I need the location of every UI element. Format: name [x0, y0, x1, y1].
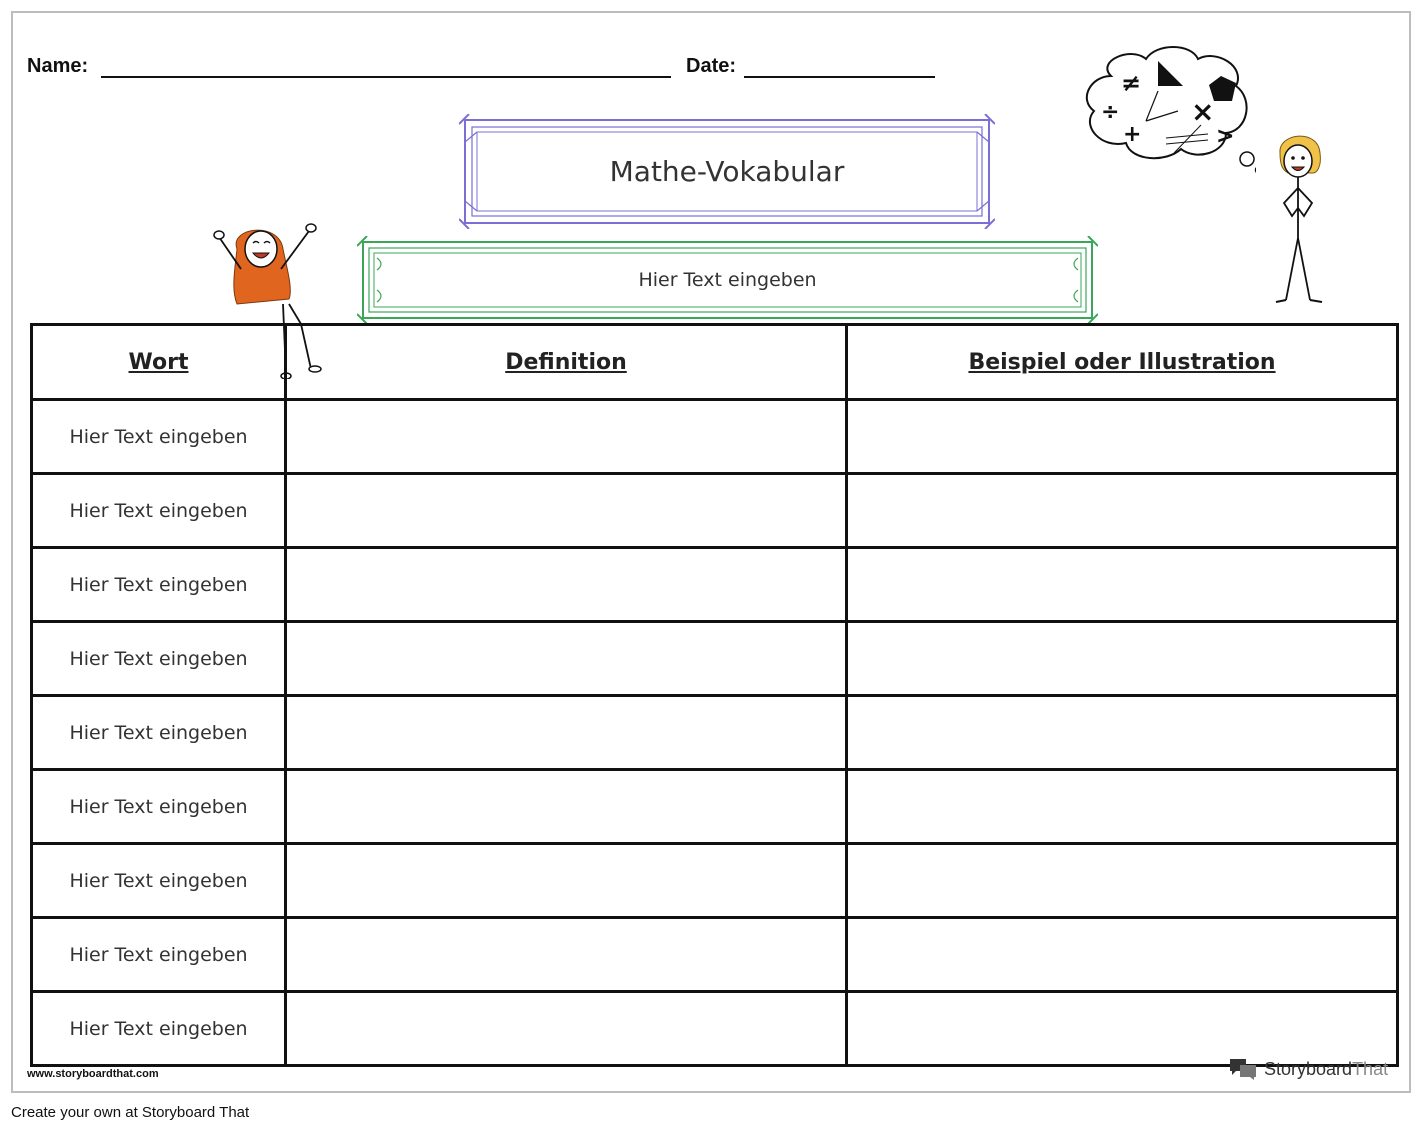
title-frame	[459, 114, 995, 229]
svg-text:÷: ÷	[1101, 100, 1120, 125]
worksheet	[11, 11, 1411, 1093]
footer-url[interactable]: www.storyboardthat.com	[27, 1068, 159, 1080]
table-row	[32, 992, 1398, 1066]
svg-text:×: ×	[1191, 95, 1215, 128]
word-cell[interactable]: Hier Text eingeben	[32, 992, 286, 1066]
word-cell[interactable]: Hier Text eingeben	[32, 844, 286, 918]
example-cell[interactable]	[847, 548, 1398, 622]
definition-cell[interactable]	[286, 844, 847, 918]
definition-cell[interactable]	[286, 770, 847, 844]
word-cell[interactable]: Hier Text eingeben	[32, 548, 286, 622]
svg-text:+: +	[1123, 122, 1142, 147]
definition-cell[interactable]	[286, 696, 847, 770]
name-input-line[interactable]	[101, 76, 671, 78]
example-cell[interactable]	[847, 918, 1398, 992]
table-row	[32, 622, 1398, 696]
vocabulary-table	[30, 323, 1399, 1067]
credit-link[interactable]: Create your own at Storyboard That	[11, 1104, 250, 1121]
brand-name	[1264, 1059, 1388, 1080]
svg-text:>: >	[1216, 124, 1235, 149]
table-row	[32, 770, 1398, 844]
definition-cell[interactable]	[286, 474, 847, 548]
table-row	[32, 918, 1398, 992]
example-cell[interactable]	[847, 696, 1398, 770]
storyboardthat-brand[interactable]	[1228, 1056, 1388, 1082]
definition-cell[interactable]	[286, 622, 847, 696]
table-header-row	[32, 325, 1398, 400]
example-cell[interactable]	[847, 400, 1398, 474]
word-cell[interactable]: Hier Text eingeben	[32, 696, 286, 770]
word-cell[interactable]: Hier Text eingeben	[32, 918, 286, 992]
header-example: Beispiel oder Illustration	[847, 325, 1398, 400]
table-row	[32, 696, 1398, 770]
subtitle-frame	[357, 236, 1098, 324]
word-cell[interactable]: Hier Text eingeben	[32, 770, 286, 844]
date-label: Date:	[686, 55, 737, 77]
table-row	[32, 844, 1398, 918]
svg-text:≠: ≠	[1121, 69, 1142, 97]
header-definition: Definition	[286, 325, 847, 400]
table-row	[32, 548, 1398, 622]
example-cell[interactable]	[847, 622, 1398, 696]
header-word: Wort	[32, 325, 286, 400]
example-cell[interactable]	[847, 474, 1398, 548]
word-cell[interactable]: Hier Text eingeben	[32, 622, 286, 696]
table-row	[32, 474, 1398, 548]
definition-cell[interactable]	[286, 918, 847, 992]
subtitle-text[interactable]: Hier Text eingeben	[638, 269, 817, 291]
date-input-line[interactable]	[744, 76, 935, 78]
brand-name-main: Storyboard	[1264, 1058, 1353, 1079]
name-label: Name:	[27, 55, 89, 77]
example-cell[interactable]	[847, 844, 1398, 918]
table-row	[32, 400, 1398, 474]
storyboardthat-logo-icon	[1228, 1057, 1258, 1081]
thought-bubble-math-icon	[1076, 41, 1256, 181]
word-cell[interactable]: Hier Text eingeben	[32, 474, 286, 548]
definition-cell[interactable]	[286, 400, 847, 474]
boy-cartoon-icon	[1258, 128, 1338, 308]
example-cell[interactable]	[847, 992, 1398, 1066]
brand-name-light: That	[1352, 1058, 1389, 1079]
definition-cell[interactable]	[286, 548, 847, 622]
example-cell[interactable]	[847, 770, 1398, 844]
definition-cell[interactable]	[286, 992, 847, 1066]
word-cell[interactable]: Hier Text eingeben	[32, 400, 286, 474]
page-title[interactable]: Mathe-Vokabular	[609, 155, 845, 188]
